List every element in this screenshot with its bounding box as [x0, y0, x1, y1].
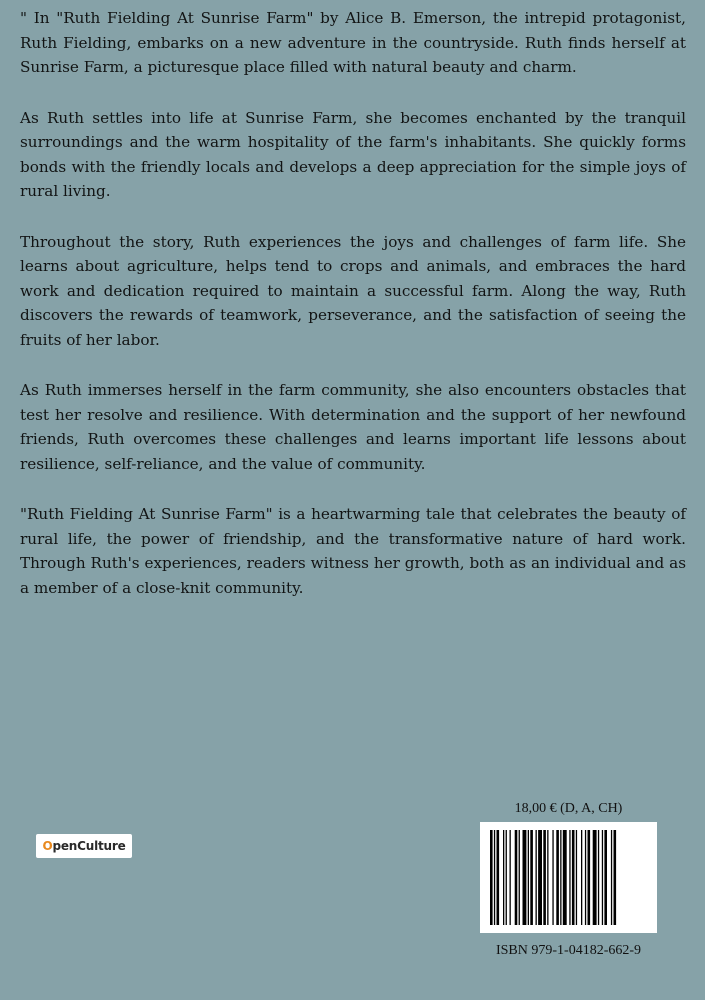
barcode-bar — [556, 830, 559, 925]
publisher-logo — [36, 834, 132, 858]
barcode-bar — [581, 830, 582, 925]
barcode-bar — [519, 830, 520, 925]
barcode-bar — [602, 830, 603, 925]
barcode-bar — [563, 830, 567, 925]
barcode-bar — [515, 830, 518, 925]
price-label: 18,00 € (D, A, CH) — [514, 801, 623, 816]
barcode-bars — [490, 830, 647, 925]
barcode-bar — [585, 830, 586, 925]
barcode-bar — [543, 830, 546, 925]
barcode-bar — [506, 830, 507, 925]
barcode-bar — [604, 830, 607, 925]
barcode-bar — [572, 830, 575, 925]
barcode-bar — [560, 830, 561, 925]
publisher-logo-text: penCulture — [52, 839, 126, 853]
barcode-bar — [588, 830, 591, 925]
blurb-paragraph-1: " In "Ruth Fielding At Sunrise Farm" by Alice B. Emerson, the intrepid protagonist, Ruth Fielding, embarks on a new adventure in the countryside. Ruth finds herself at Sunrise Farm, a picturesque place filled with natural beauty and charm. — [20, 9, 686, 76]
barcode-bar — [576, 830, 577, 925]
barcode-bar — [598, 830, 599, 925]
barcode-bar — [494, 830, 495, 925]
back-cover-blurb — [20, 6, 686, 600]
barcode-bar — [552, 830, 553, 925]
barcode-bar — [614, 830, 617, 925]
barcode-bar — [528, 830, 529, 925]
blurb-paragraph-2: As Ruth settles into life at Sunrise Farm, she becomes enchanted by the tranquil surroundings and the warm hospitality of the farm's inhabitants. She quickly forms bonds with the friendly locals and develops a deep appreciation for the simple joys of rural living. — [20, 108, 686, 200]
barcode-bar — [611, 830, 612, 925]
blurb-paragraph-4: As Ruth immerses herself in the farm community, she also encounters obstacles that test her resolve and resilience. With determination and the support of her newfound friends, Ruth overcomes these challenges and learns important life lessons about resilience, self-reliance, and the value of community. — [20, 381, 686, 473]
barcode-bar — [538, 830, 542, 925]
barcode-bar — [523, 830, 527, 925]
barcode-bar — [593, 830, 597, 925]
barcode-bar — [503, 830, 504, 925]
barcode-bar — [510, 830, 511, 925]
blurb-paragraph-5: "Ruth Fielding At Sunrise Farm" is a heartwarming tale that celebrates the beauty of rural life, the power of friendship, and the transformative nature of hard work. Through Ruth's experiences, readers witness her growth, both as an individual and as a member of a close-knit community. — [20, 505, 686, 597]
barcode-bar — [536, 830, 537, 925]
barcode-bar — [569, 830, 570, 925]
publisher-logo-accent: O — [42, 839, 53, 853]
barcode-bar — [497, 830, 500, 925]
blurb-paragraph-3: Throughout the story, Ruth experiences the joys and challenges of farm life. She learns about agriculture, helps tend to crops and animals, and embraces the hard work and dedication required to maintain a successful farm. Along the way, Ruth discovers the rewards of teamwork, perseverance, and the satisfaction of seeing the fruits of her labor. — [20, 232, 686, 349]
barcode-bar — [547, 830, 548, 925]
barcode-bar — [530, 830, 533, 925]
isbn-barcode — [480, 822, 657, 933]
barcode-bar — [490, 830, 493, 925]
isbn-number: ISBN 979-1-04182-662-9 — [495, 943, 642, 958]
